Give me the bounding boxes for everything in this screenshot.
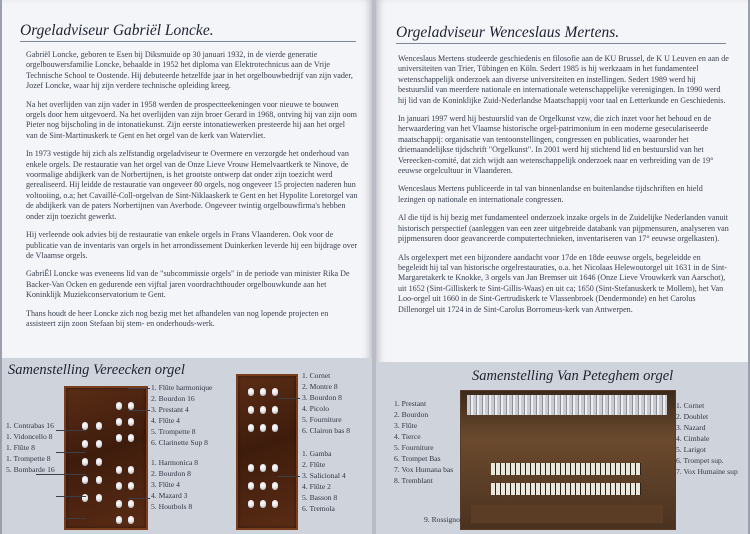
stop-knob <box>272 388 278 396</box>
stop-knob <box>116 516 122 524</box>
stop-label: 5. Basson 8 <box>302 493 338 502</box>
stop-label: 2. Bourdon 16 <box>151 394 195 403</box>
left-title-rule <box>20 41 356 42</box>
stop-knob <box>96 440 102 448</box>
left-body-text <box>26 50 358 337</box>
left-paragraph-4: Hij verleende ook advies bij de restauratie van enkele orgels in Frans Vlaanderen. Ook voor de publicatie van de inventaris van orgels in het arrondissement Duinkerken leverde hij een bijdrage over de Vlaamse orgels. <box>26 230 358 260</box>
stop-label: 4. Tierce <box>394 432 421 441</box>
stop-label: 5. Fourniture <box>394 443 434 452</box>
vereecken-panel-title: Samenstelling Vereecken orgel <box>8 362 185 378</box>
stop-knob <box>82 440 88 448</box>
vereecken-stops-right-top <box>302 370 350 436</box>
stop-label: 5. Houtbols 8 <box>151 502 193 511</box>
stop-knob <box>96 494 102 502</box>
van-peteghem-panel-title: Samenstelling Van Peteghem orgel <box>472 368 674 384</box>
stop-label: 3. Nazard <box>676 423 706 432</box>
leader-line <box>56 452 86 453</box>
right-paragraph-1: Wenceslaus Mertens studeerde geschiedenis en filosofie aan de KU Brussel, de K U Leuven en aan de universiteiten van Trier, Tübingen en Köln. Sedert 1985 is hij werkzaam in het fundamenteel wetenschappelijk onderzoek aan diverse universiteiten en instellingen. Sedert 1989 werd hij bestuurslid van meerdere nationale en internationale wetenschappelijke verenigingen. In 1990 werd hij lid van de Koninklijke Zuid-Nederlandse Maatschappij voor taal en Letterkunde en Geschiedenis. <box>398 54 729 105</box>
stop-label: 1. Gamba <box>302 449 332 458</box>
left-paragraph-2: Na het overlijden van zijn vader in 1958 werden de prospectteekeningen voor nieuwe te bouwen orgels door hem uitgevoerd. Na het overlijden van zijn broer Gerard in 1968, ontving hij van zijn oom Pieter nog bijscholing in de intonatiekunst. Zijn eerste intonatiewerken presteerde hij aan het orgel van de Sint-Martinuskerk te Gent en het orgel van de kerk van Watervliet. <box>26 99 357 140</box>
stop-label: 4. Picolo <box>302 404 330 413</box>
stop-label: 3. Flûte 4 <box>151 480 180 489</box>
stop-label: 1. Cornet <box>676 401 705 410</box>
stop-knob <box>116 418 122 426</box>
stop-knob <box>260 406 266 414</box>
right-paragraph-2: In januari 1997 werd hij bestuurslid van de Orgelkunst vzw, die zich inzet voor het behoud en de herwaardering van het Vlaamse historische orgel-patrimonium in een moderne geseculariseerde maatschappij: organisatie van tentoonstellingen, congressen en publicaties, waaronder het driemaandelijkse tijdschrift "Orgelkunst". In 2001 werd hij stichtend lid en bestuurslid van het Vereecken-comité, dat zich wijdt aan wetenschappelijk onderzoek naar en verbreiding van de 19° eeuwse orgelcultuur in Vlaanderen. <box>398 114 714 176</box>
stop-knob <box>272 482 278 490</box>
leader-line <box>128 388 150 389</box>
stop-label: 1. Trompette 8 <box>6 454 51 463</box>
stop-knob <box>248 388 254 396</box>
stop-label: 5. Fourniture <box>302 415 342 424</box>
stop-knob <box>248 406 254 414</box>
stop-knob <box>260 500 266 508</box>
stop-knob <box>272 464 278 472</box>
stop-knob <box>260 424 266 432</box>
stop-label: 3. Flûte <box>394 421 418 430</box>
stop-label: 8. Tremblant <box>394 476 433 485</box>
stop-label: 1. Flûte 8 <box>6 443 35 452</box>
left-paragraph-5: GabriËl Loncke was eveneens lid van de "subcommissie orgels" in de periode van minister Rika De Backer-Van Ocken en gedurende een vijftal jaren voordrachthouder orgelbouwkunde aan het Koninklijk Muziekconservatorium te Gent. <box>26 269 350 300</box>
right-paragraph-4: Al die tijd is hij bezig met fundamenteel onderzoek inzake orgels in de Zuidelijke Nederlanden vanuit historisch perspectief (aanleggen van een zeer uitgebreide databank van pijpmensuren, analyseren van pijpmensuren door geavanceerde computertechnieken, inventariseren van 17° eeuwse orgelkasten). <box>398 213 729 244</box>
stop-label: 7. Vox Humaine sup <box>676 467 738 476</box>
stop-label: 3. Salicional 4 <box>302 471 346 480</box>
stop-knob <box>128 418 134 426</box>
stop-label: 4. Flûte 4 <box>151 416 180 425</box>
vereecken-panel <box>0 358 372 534</box>
leader-line <box>278 476 300 477</box>
stop-knob <box>128 500 134 508</box>
stop-label: 5. Trompette 8 <box>151 427 196 436</box>
van-peteghem-stops-right <box>676 400 738 477</box>
right-body-text <box>398 54 730 323</box>
leader-line <box>128 410 150 411</box>
right-page <box>376 0 750 534</box>
vereecken-stops-left <box>6 420 55 475</box>
stop-knob <box>260 464 266 472</box>
leader-line <box>128 498 150 499</box>
stop-label: 1. Prestant <box>394 399 427 408</box>
stop-label: 2. Montre 8 <box>302 382 338 391</box>
stop-knob <box>116 466 122 474</box>
stop-label: 1. Vidoncello 8 <box>6 432 53 441</box>
right-paragraph-3: Wenceslaus Mertens publiceerde in tal van binnenlandse en buitenlandse tijdschriften en hield lezingen op nationale en internationale congressen. <box>398 184 703 204</box>
stop-knob <box>128 402 134 410</box>
left-page <box>0 0 372 534</box>
van-peteghem-panel <box>376 362 750 534</box>
stop-label: 1. Flûte harmonique <box>151 383 213 392</box>
stop-knob <box>96 476 102 484</box>
page-edge <box>0 0 2 534</box>
stop-knob <box>248 500 254 508</box>
stop-knob <box>260 482 266 490</box>
leader-line <box>56 430 86 431</box>
right-title-rule <box>396 43 726 44</box>
stop-label: 6. Tremola <box>302 504 335 513</box>
organ-bench <box>471 505 663 523</box>
stop-knob <box>272 406 278 414</box>
right-paragraph-5: Als orgelexpert met een bijzondere aandacht voor 17de en 18de eeuwse orgels, begeleidde en begeleidt hij tal van historische orgelrestauraties, o.a. het Nicolaas Helewoutorgel uit 1631 in de Sint-Margaretakerk te Knokke, 3 orgels van Jan Bremser uit 1646 (Onze Lieve Vrouwkerk van Aarschot), uit 1652 (Sint-Gilliskerk te Sint-Gillis-Waas) en uit ca; 1650 (Sint-Stefanuskerk te Mollem), het Van Loo-orgel uit 1660 in de Sint-Gertrudiskerk te Vlassenbroek (Dendermonde) en het Carolus Dillenorgel uit 1724 in de Sint-Carolus Borromeus-kerk van Antwerpen. <box>398 252 727 314</box>
stop-knob <box>248 482 254 490</box>
left-paragraph-1: Gabriël Loncke, geboren te Esen bij Diksmuide op 30 januari 1932, in de vierde generatie orgelbouwersfamilie Loncke, behaalde in 1952 het diploma van Elektrotechnicus aan de Vrije Technische School te Oostende. Hij debuteerde hetzelfde jaar in het orgelbouwbedrijf van zijn vader, Jozef Loncke, waar hij zijn verdere technische opleiding kreeg. <box>26 50 353 91</box>
stop-knob <box>128 482 134 490</box>
stop-label: 1. Contrabas 16 <box>6 421 54 430</box>
stop-knob <box>96 458 102 466</box>
left-paragraph-6: Thans houdt de heer Loncke zich nog bezig met het afhandelen van nog lopende projecten en assisteert zijn zoon Stefaan bij stem- en onderhouds-werk. <box>26 308 329 328</box>
leader-line <box>278 398 300 399</box>
leader-line <box>56 496 86 497</box>
stop-label: 3. Bourdon 8 <box>302 393 342 402</box>
van-peteghem-console <box>460 390 676 530</box>
organ-keyboard-lower <box>491 483 641 495</box>
van-peteghem-stop-bottom: 9. Rossignol <box>424 515 462 524</box>
stop-knob <box>82 458 88 466</box>
leader-line <box>64 518 86 519</box>
stop-label: 5. Bombarde 16 <box>6 465 55 474</box>
stop-label: 2. Bourdon <box>394 410 429 419</box>
vereecken-stops-mid-top <box>151 382 212 448</box>
stop-label: 6. Clairon bas 8 <box>302 426 351 435</box>
stop-knob <box>248 424 254 432</box>
left-page-title: Orgeladviseur Gabriël Loncke. <box>20 22 214 39</box>
stop-knob <box>260 388 266 396</box>
stop-label: 5. Larigot <box>676 445 706 454</box>
stop-knob <box>272 500 278 508</box>
stop-knob <box>272 424 278 432</box>
stop-label: 3. Prestant 4 <box>151 405 189 414</box>
vereecken-stops-mid-bottom <box>151 457 198 512</box>
stop-knob <box>116 500 122 508</box>
organ-keyboard-upper <box>491 463 641 475</box>
stop-label: 4. Cimbale <box>676 434 710 443</box>
stop-label: 7. Vox Humana bas <box>394 465 454 474</box>
stop-knob <box>82 476 88 484</box>
left-paragraph-3: In 1973 vestigde hij zich als zelfstandig orgeladviseur te Overmere en verzorgde het onderhoud van enkele orgels. De restauratie van het orgel van de Onze Lieve Vrouw Hemelvaartkerk te Ninove, de voormalige abdijkerk van de Norbertijnen, is het grootste ontwerp dat onder zijn toezicht werd gerealiseerd. Hij leidde de restauratie van ongeveer 80 orgels, nog ongeveer 15 projecten naderen hun voltooiing, o.a; het Cavaillé-Coll-orgelvan de Sint-Niklaaskerk te Gent en het Hypolite Loretorgel van de abdijkerk van de paters Norbertijnen van Averbode. Ongeveer twintig orgelbouwfirma's hebben onder zijn toezicht gewerkt. <box>26 149 358 221</box>
stop-label: 6. Clarinette Sup 8 <box>151 438 208 447</box>
stop-label: 1. Harmonica 8 <box>151 458 199 467</box>
leader-line <box>36 474 86 475</box>
stop-knob <box>116 402 122 410</box>
stop-label: 6. Trompet sup. <box>676 456 724 465</box>
stop-knob <box>116 482 122 490</box>
stop-knob <box>82 422 88 430</box>
stop-label: 4. Flûte 2 <box>302 482 331 491</box>
stop-label: 2. Bourdon 8 <box>151 469 191 478</box>
stop-knob <box>96 422 102 430</box>
right-page-title: Orgeladviseur Wenceslaus Mertens. <box>396 24 620 41</box>
van-peteghem-stops-left <box>394 398 453 486</box>
stop-knob <box>128 516 134 524</box>
stop-knob <box>116 434 122 442</box>
stop-label: 1. Cornet <box>302 371 331 380</box>
stop-label: 6. Trompet Bas <box>394 454 441 463</box>
vereecken-stop-jamb-left <box>64 386 148 530</box>
stop-label: 2. Doublet <box>676 412 709 421</box>
stop-knob <box>128 466 134 474</box>
stop-label: 2. Flûte <box>302 460 326 469</box>
vereecken-stops-right-bottom <box>302 448 346 514</box>
stop-knob <box>248 464 254 472</box>
organ-pipes <box>467 395 667 415</box>
stop-knob <box>128 434 134 442</box>
stop-label: 4. Mazard 3 <box>151 491 188 500</box>
